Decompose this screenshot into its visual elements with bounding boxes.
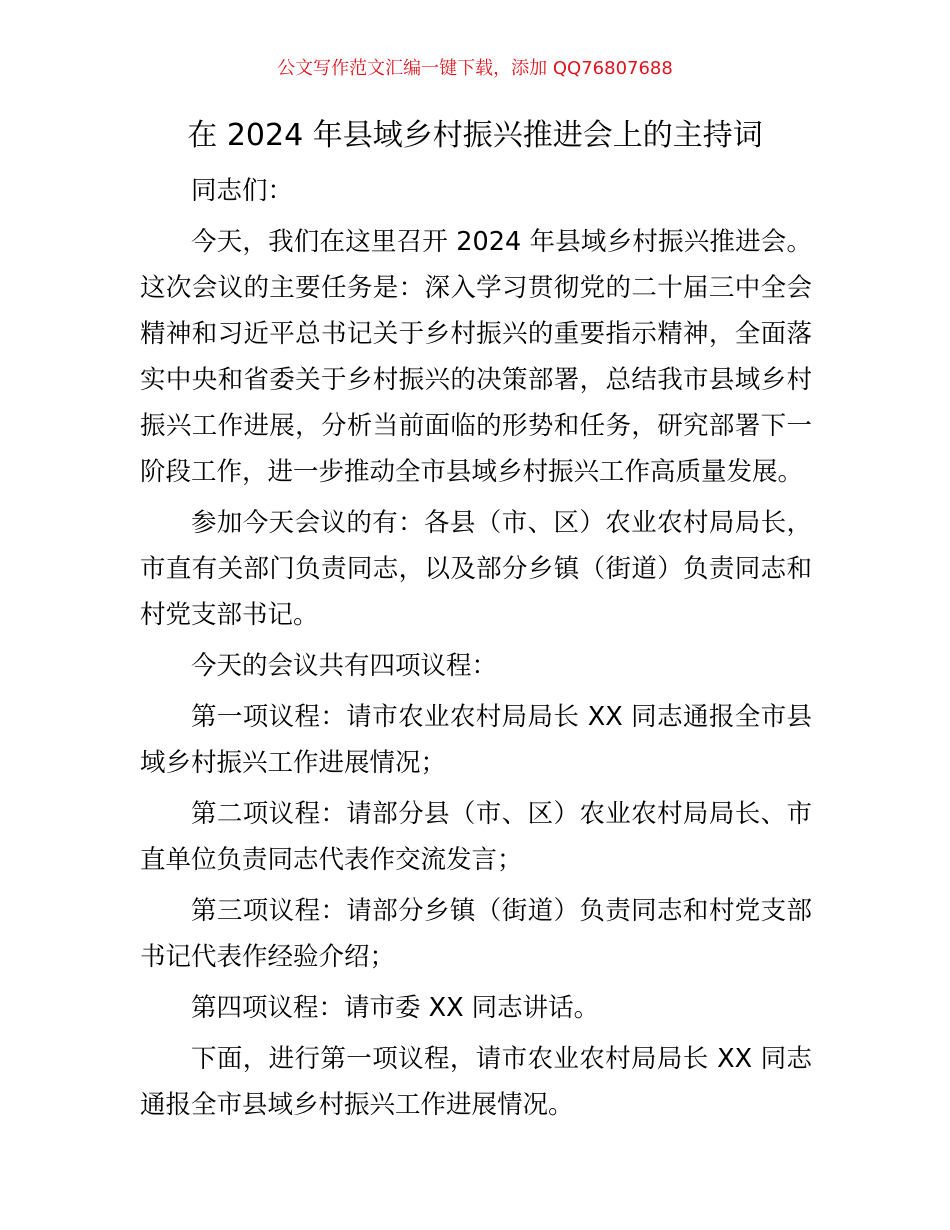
download-banner: 公文写作范文汇编一键下载，添加 QQ76807688 [277,58,673,79]
agenda-item: 第二项议程：请部分县（市、区）农业农村局局长、市直单位负责同志代表作交流发言； [140,799,812,875]
agenda-item: 第四项议程：请市委 XX 同志讲话。 [191,993,600,1023]
agenda-item: 第一项议程：请市农业农村局局长 XX 同志通报全市县域乡村振兴工作进展情况； [140,702,812,778]
agenda-item: 第三项议程：请部分乡镇（街道）负责同志和村党支部书记代表作经验介绍； [140,896,812,972]
document-title: 在 2024 年县域乡村振兴推进会上的主持词 [187,118,763,153]
paragraph: 参加今天会议的有：各县（市、区）农业农村局局长，市直有关部门负责同志，以及部分乡镇（街道）负责同志和村党支部书记。 [140,508,812,630]
paragraph: 下面，进行第一项议程，请市农业农村局局长 XX 同志通报全市县域乡村振兴工作进展情况。 [140,1044,812,1120]
salutation: 同志们： [191,176,294,206]
paragraph: 今天，我们在这里召开 2024 年县域乡村振兴推进会。这次会议的主要任务是：深入学习贯彻党的二十届三中全会精神和习近平总书记关于乡村振兴的重要指示精神，全面落实中央和省委关于乡村振兴的决策部署，总结我市县域乡村振兴工作进展，分析当前面临的形势和任务，研究部署下一阶段工作，进一步推动全市县域乡村振兴工作高质量发展。 [140,227,812,487]
document-body [140,168,812,1133]
paragraph: 今天的会议共有四项议程： [191,651,498,681]
